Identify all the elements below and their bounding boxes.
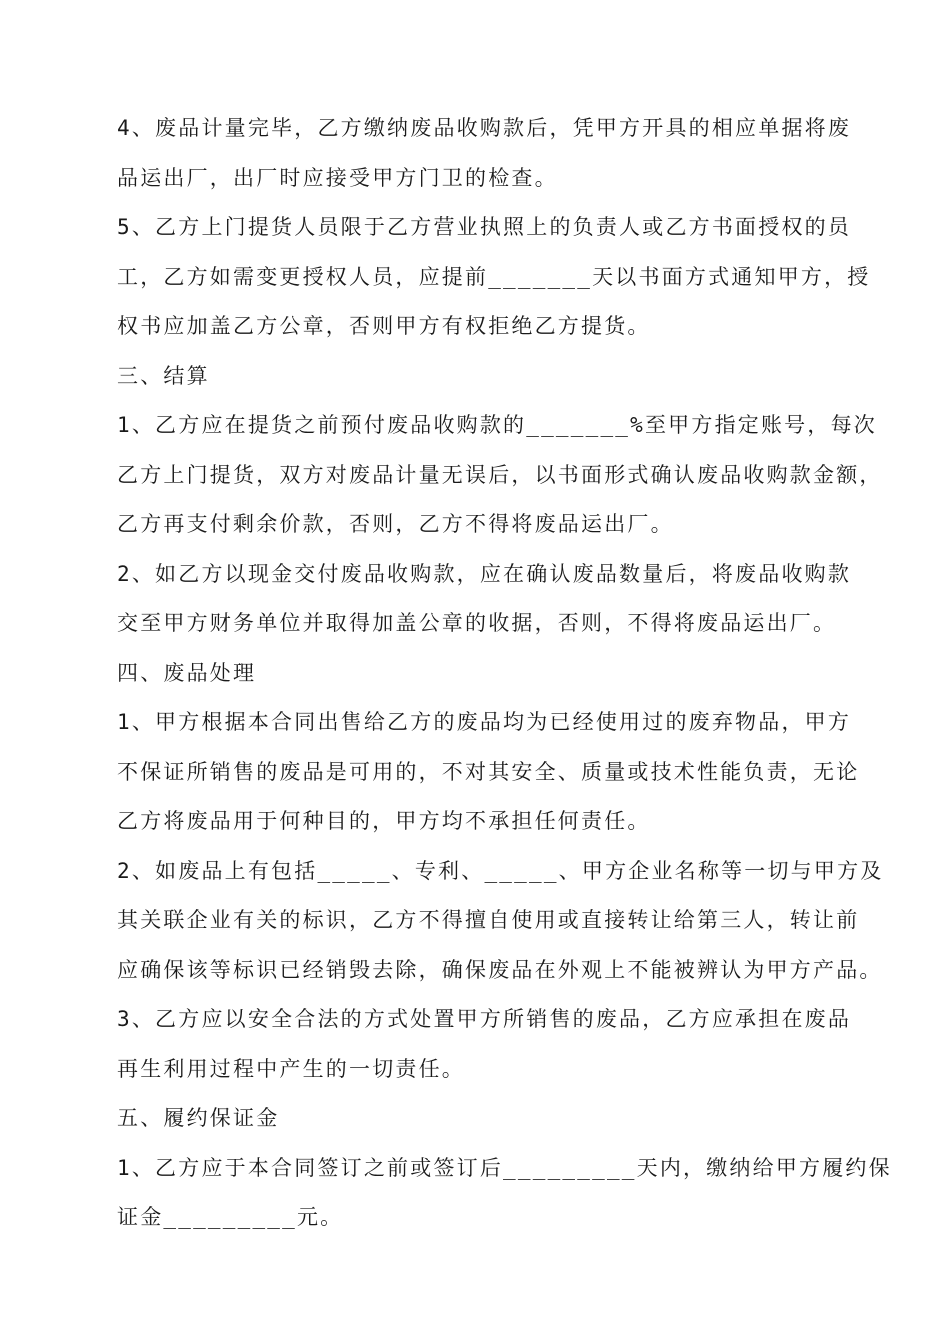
clause-4-3 — [117, 995, 862, 1094]
text-line: 1、乙方应在提货之前预付废品收购款的_______%至甲方指定账号，每次 — [117, 413, 877, 437]
text-line: 乙方上门提货，双方对废品计量无误后，以书面形式确认废品收购款金额， — [117, 462, 883, 487]
clause-3-2 — [117, 550, 862, 649]
clause-3-1 — [117, 401, 883, 550]
text-line: 工，乙方如需变更授权人员，应提前_______天以书面方式通知甲方，授 — [117, 264, 871, 289]
clause-2-5 — [117, 203, 871, 352]
text-line: 证金_________元。 — [117, 1205, 344, 1229]
contract-page — [117, 104, 892, 1243]
text-line: 权书应加盖乙方公章，否则甲方有权拒绝乙方提货。 — [117, 314, 651, 338]
text-line: 乙方再支付剩余价款，否则，乙方不得将废品运出厂。 — [117, 512, 674, 536]
section-heading-settlement: 三、结算 — [117, 363, 210, 388]
text-line: 2、如废品上有包括_____、专利、_____、甲方企业名称等一切与甲方及 — [117, 858, 884, 883]
text-line: 3、乙方应以安全合法的方式处置甲方所销售的废品，乙方应承担在废品 — [117, 1007, 852, 1031]
text-line: 交至甲方财务单位并取得加盖公章的收据，否则，不得将废品运出厂。 — [117, 611, 837, 635]
text-line: 乙方将废品用于何种目的，甲方均不承担任何责任。 — [117, 809, 651, 833]
text-line: 其关联企业有关的标识，乙方不得擅自使用或直接转让给第三人，转让前 — [117, 908, 860, 932]
clause-4-1 — [117, 698, 862, 847]
text-line: 4、废品计量完毕，乙方缴纳废品收购款后，凭甲方开具的相应单据将废 — [117, 116, 852, 140]
text-line: 2、如乙方以现金交付废品收购款，应在确认废品数量后，将废品收购款 — [117, 561, 852, 586]
clause-4-2 — [117, 847, 884, 996]
clause-2-4 — [117, 104, 862, 203]
text-line: 1、甲方根据本合同出售给乙方的废品均为已经使用过的废弃物品，甲方 — [117, 710, 852, 734]
section-heading-performance-bond: 五、履约保证金 — [117, 1106, 280, 1130]
clause-5-1 — [117, 1144, 892, 1243]
text-line: 再生利用过程中产生的一切责任。 — [117, 1056, 465, 1081]
text-line: 应确保该等标识已经销毁去除，确保废品在外观上不能被辨认为甲方产品。 — [117, 957, 883, 982]
text-line: 不保证所销售的废品是可用的，不对其安全、质量或技术性能负责，无论 — [117, 759, 860, 784]
text-line: 5、乙方上门提货人员限于乙方营业执照上的负责人或乙方书面授权的员 — [117, 215, 852, 239]
text-line: 品运出厂，出厂时应接受甲方门卫的检查。 — [117, 165, 558, 190]
text-line: 1、乙方应于本合同签订之前或签订后_________天内，缴纳给甲方履约保 — [117, 1155, 892, 1180]
section-heading-waste-disposal: 四、废品处理 — [117, 660, 257, 685]
